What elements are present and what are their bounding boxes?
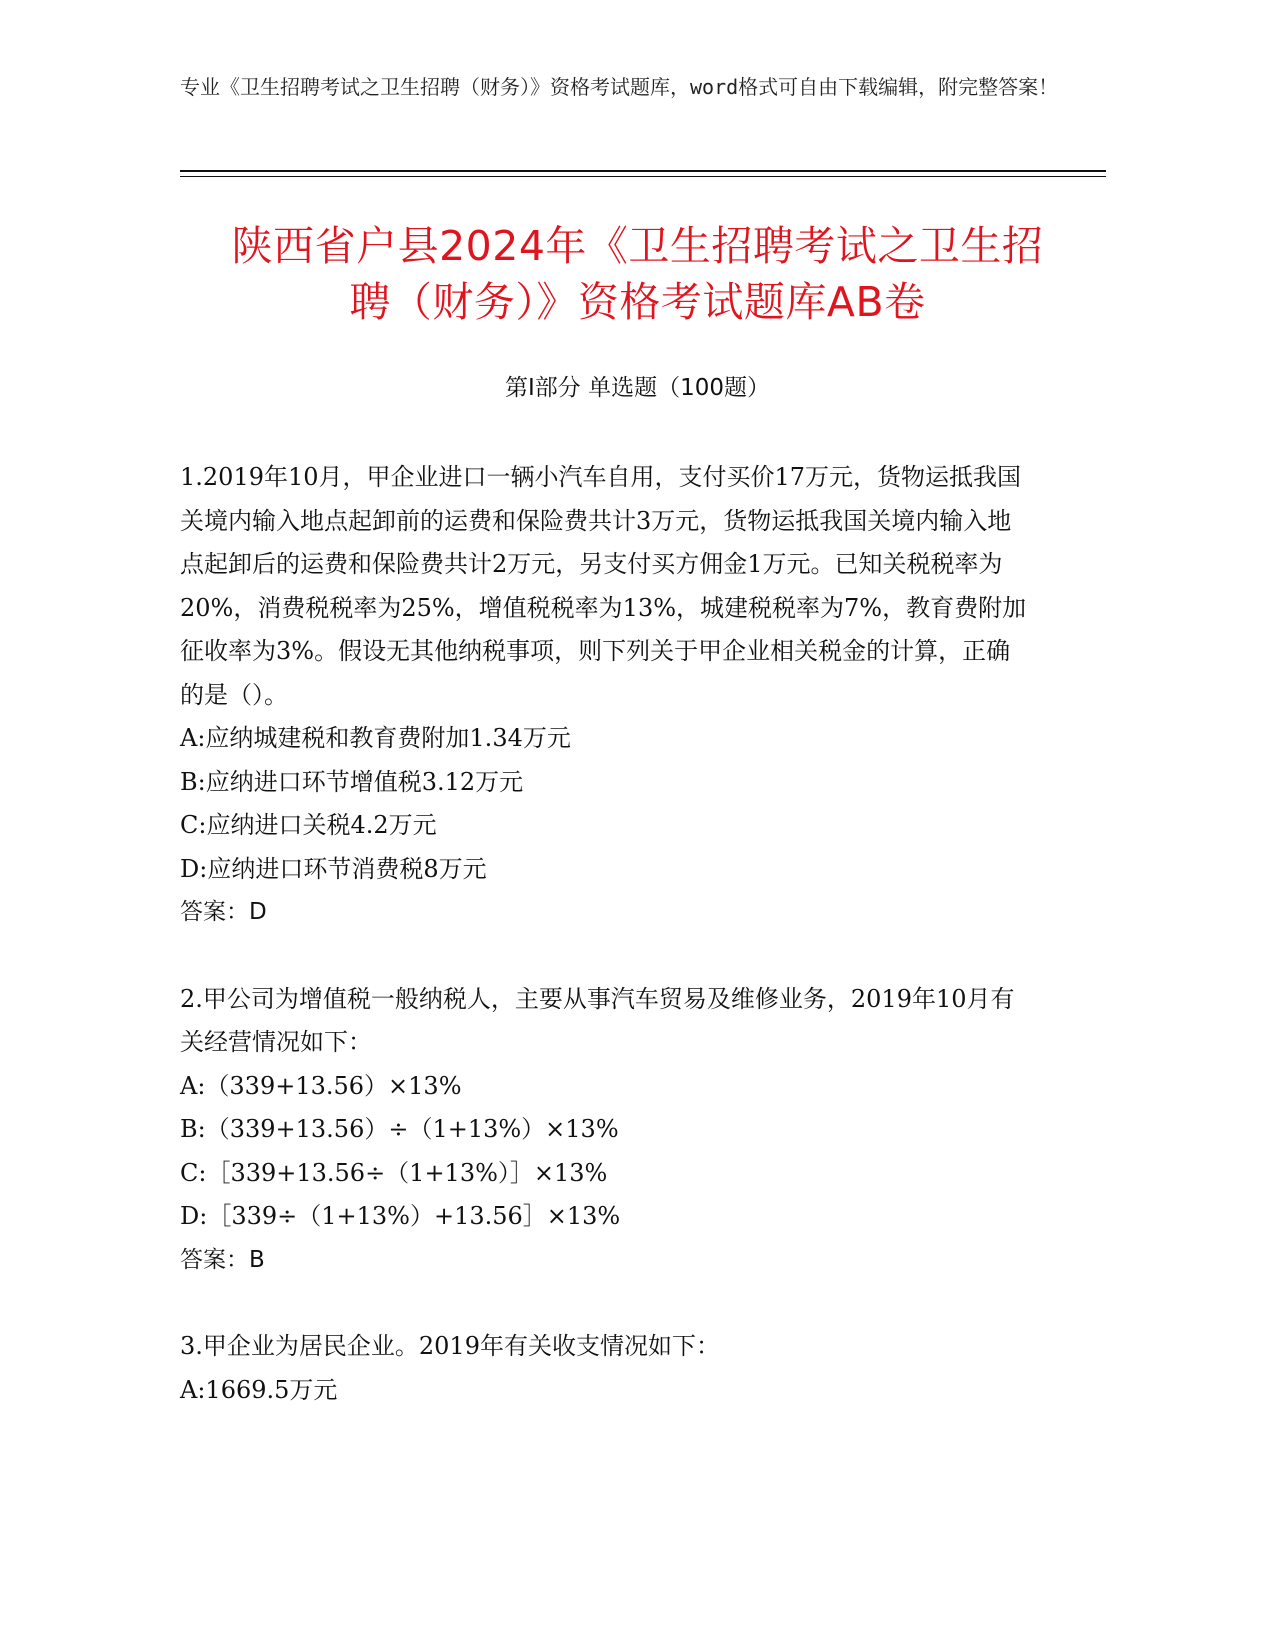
question-list xyxy=(180,456,1030,1455)
question-stem: 3.甲企业为居民企业。2019年有关收支情况如下： xyxy=(180,1332,720,1360)
title-line-1: 陕西省户县2024年《卫生招聘考试之卫生招 xyxy=(231,222,1044,270)
document-title xyxy=(150,218,1125,330)
option-a: A:1669.5万元 xyxy=(180,1375,338,1404)
question-2 xyxy=(180,978,1030,1283)
question-3 xyxy=(180,1325,1030,1412)
answer: 答案：B xyxy=(180,1246,265,1273)
section-title: 第Ⅰ部分 单选题（100题） xyxy=(505,375,770,401)
answer: 答案：D xyxy=(180,899,267,925)
header-divider-thick xyxy=(180,170,1106,172)
question-stem: 1.2019年10月，甲企业进口一辆小汽车自用，支付买价17万元，货物运抵我国关境内输入地点起卸前的运费和保险费共计3万元，货物运抵我国关境内输入地点起卸后的运费和保险费共计2万元，另支付买方佣金1万元。已知关税税率为20%，消费税税率为25%，增值税税率为13%，城建税税率为7%，教育费附加征收率为3%。假设无其他纳税事项，则下列关于甲企业相关税金的计算，正确的是（）。 xyxy=(180,463,1027,709)
option-b: B:应纳进口环节增值税3.12万元 xyxy=(180,767,524,796)
question-1 xyxy=(180,456,1030,935)
option-c: C:应纳进口关税4.2万元 xyxy=(180,811,437,839)
option-d: D:［339÷（1+13%）+13.56］×13% xyxy=(180,1202,621,1230)
header-note: 专业《卫生招聘考试之卫生招聘（财务）》资格考试题库，word格式可自由下载编辑，附完整答案！ xyxy=(180,75,1059,99)
question-stem: 2.甲公司为增值税一般纳税人，主要从事汽车贸易及维修业务，2019年10月有关经营情况如下： xyxy=(180,984,1015,1056)
option-c: C:［339+13.56÷（1+13%）］×13% xyxy=(180,1158,608,1187)
option-b: B:（339+13.56）÷（1+13%）×13% xyxy=(180,1115,619,1143)
header-divider-thin xyxy=(180,176,1106,177)
title-line-2: 聘（财务）》资格考试题库AB卷 xyxy=(349,278,926,326)
option-d: D:应纳进口环节消费税8万元 xyxy=(180,854,487,883)
option-a: A:应纳城建税和教育费附加1.34万元 xyxy=(180,724,571,752)
option-a: A:（339+13.56）×13% xyxy=(180,1071,462,1100)
